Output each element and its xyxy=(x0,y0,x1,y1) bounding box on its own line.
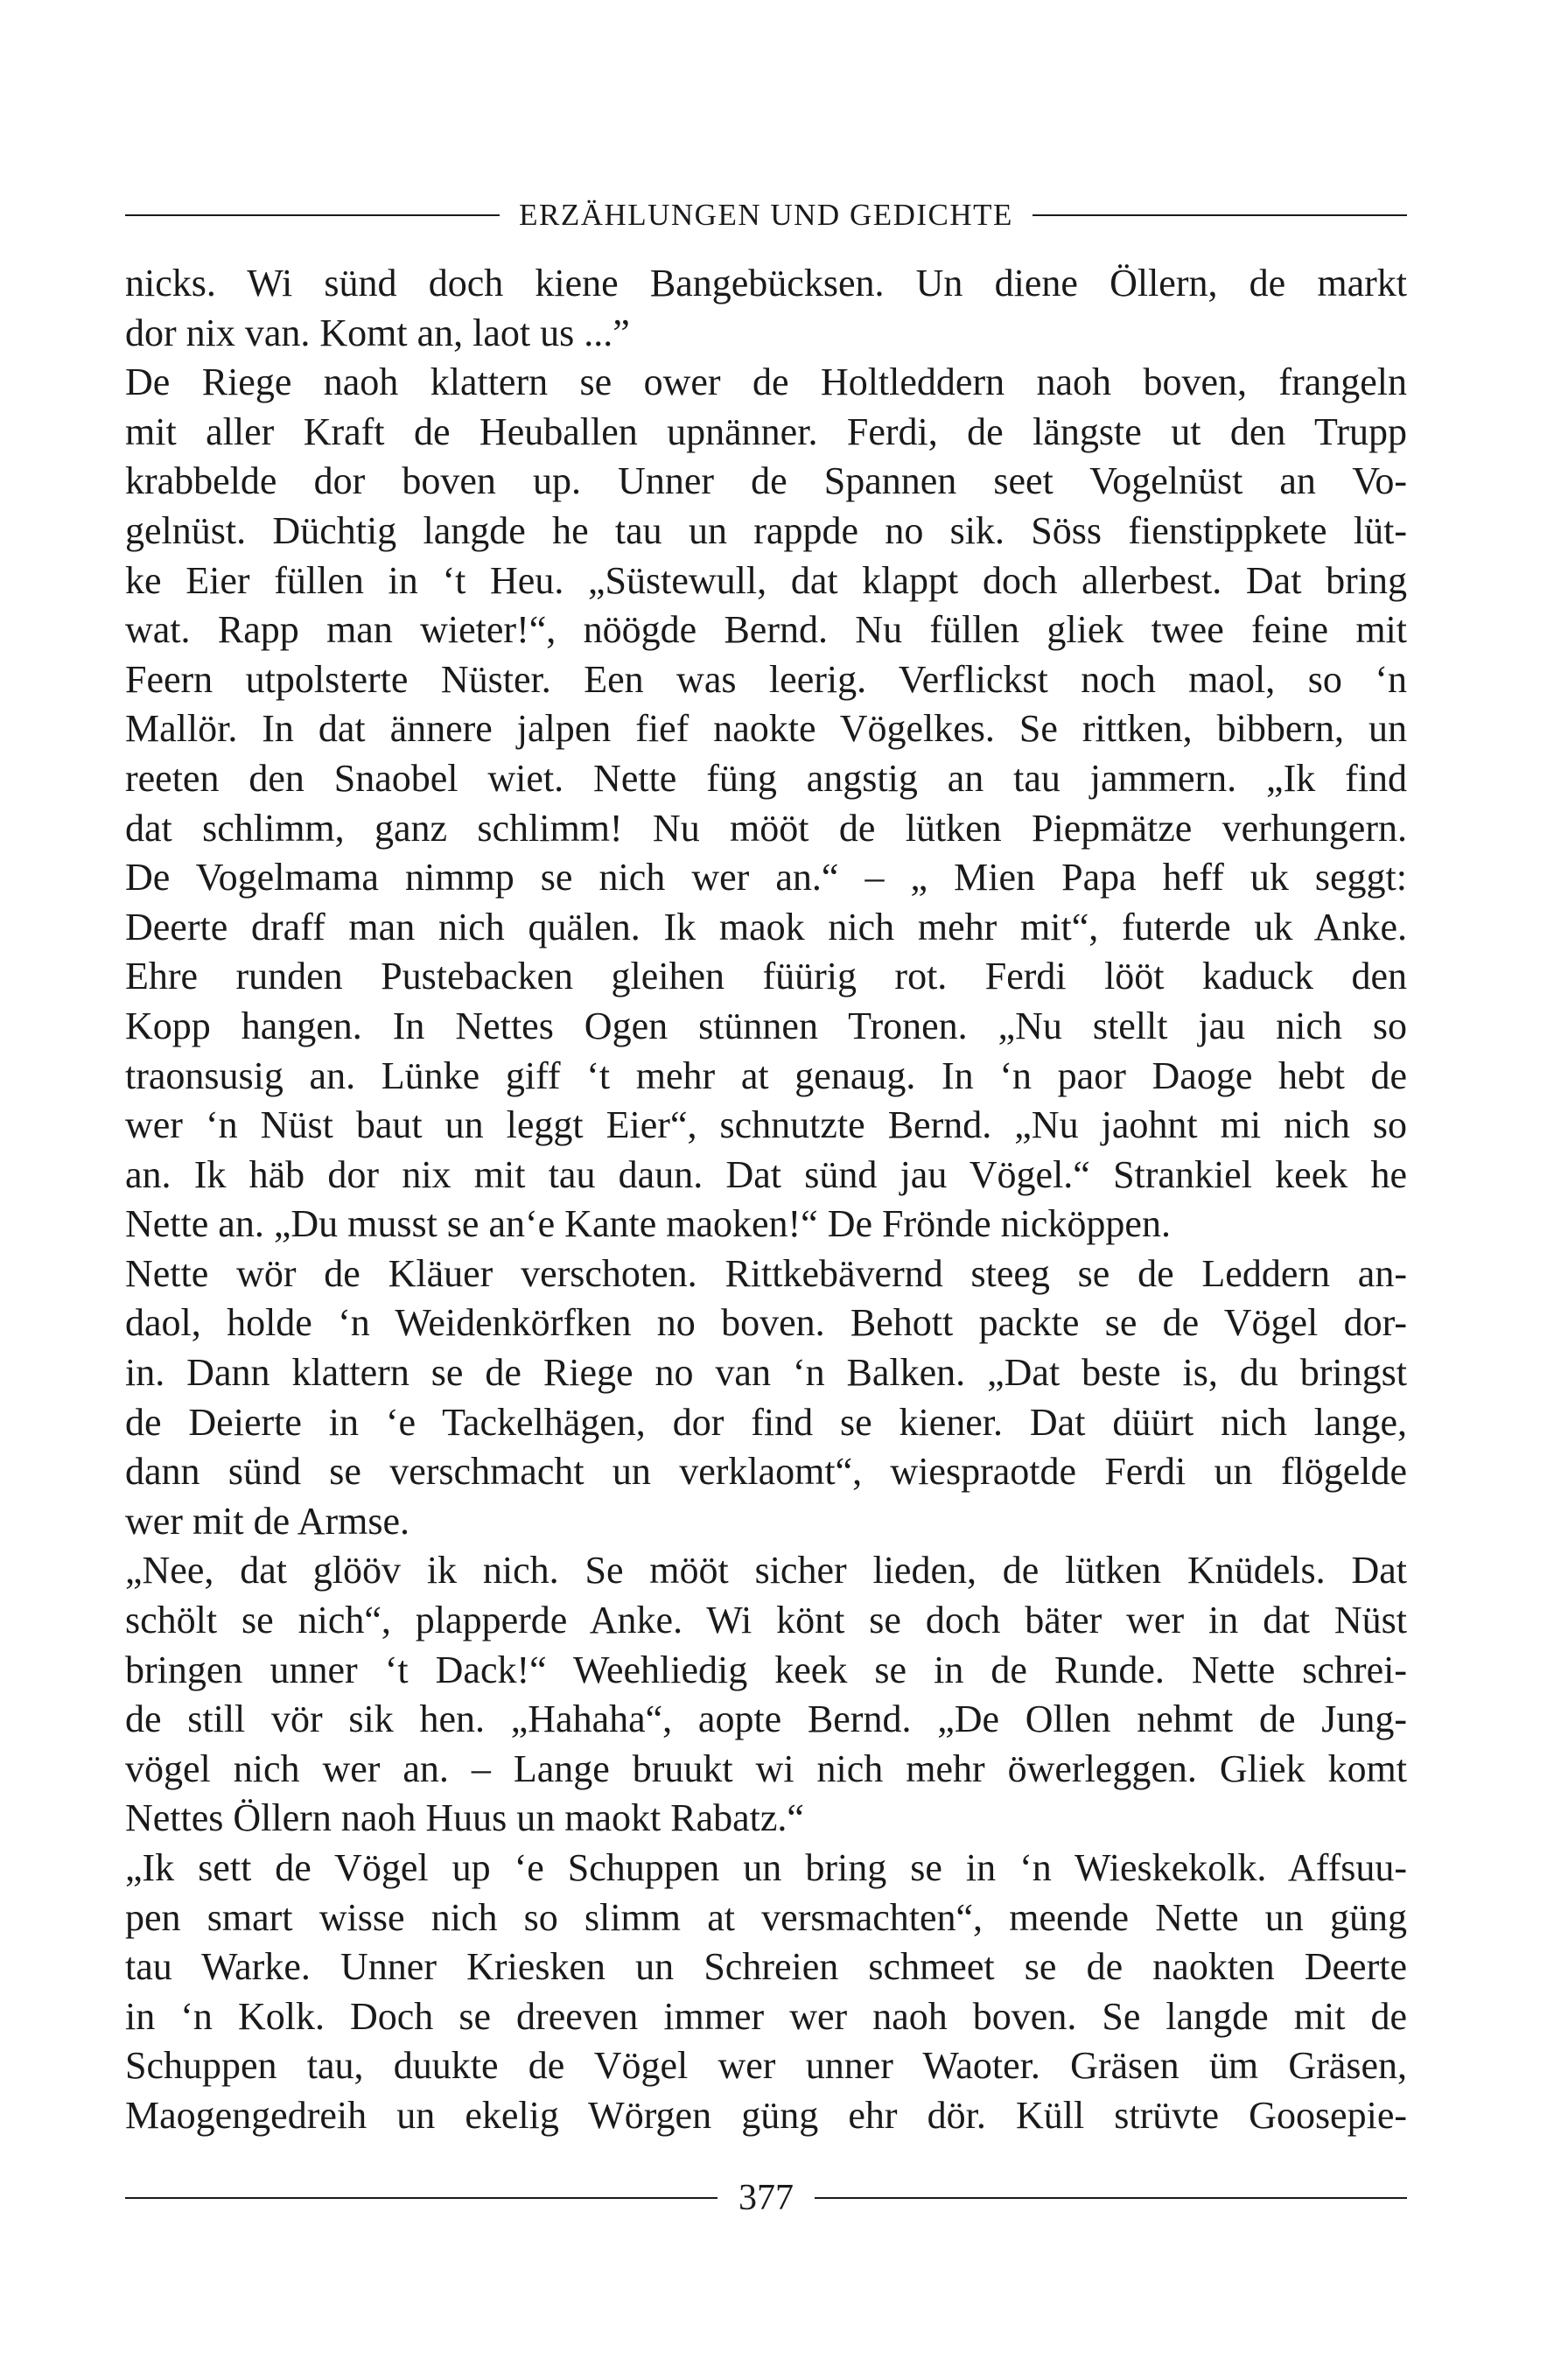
text-line: in. Dann klattern se de Riege no van ‘n Balken. „Dat beste is, du bringst xyxy=(125,1351,1407,1395)
text-line: Schuppen tau, duukte de Vögel wer unner Waoter. Gräsen üm Gräsen, xyxy=(125,2044,1407,2088)
running-header xyxy=(125,189,1407,242)
header-rule-left xyxy=(125,214,500,216)
text-line: dor nix van. Komt an, laot us ...” xyxy=(125,311,630,354)
running-title: ERZÄHLUNGEN UND GEDICHTE xyxy=(519,198,1013,232)
text-line: Deerte draff man nich quälen. Ik maok nich mehr mit“, futerde uk Anke. xyxy=(125,905,1407,948)
text-line: dat schlimm, ganz schlimm! Nu mööt de lütken Piepmätze verhungern. xyxy=(125,806,1407,850)
text-line: „Ik sett de Vögel up ‘e Schuppen un bring se in ‘n Wieskekolk. Affsuu- xyxy=(125,1846,1407,1889)
text-line: Maogengedreih un ekelig Wörgen güng ehr dör. Küll strüvte Goosepie- xyxy=(125,2093,1407,2137)
text-line: Ehre runden Pustebacken gleihen füürig rot. Ferdi lööt kaduck den xyxy=(125,955,1407,998)
text-line: traonsusig an. Lünke giff ‘t mehr at genaug. In ‘n paor Daoge hebt de xyxy=(125,1054,1407,1097)
page-number: 377 xyxy=(738,2178,794,2218)
text-line: mit aller Kraft de Heuballen upnänner. Ferdi, de längste ut den Trupp xyxy=(125,410,1407,453)
footer-rule-right xyxy=(815,2197,1407,2199)
text-line: Mallör. In dat ännere jalpen fief naokte Vögelkes. Se rittken, bibbern, un xyxy=(125,707,1407,751)
text-line: De Vogelmama nimmp se nich wer an.“ – „ Mien Papa heff uk seggt: xyxy=(125,856,1407,900)
text-line: schölt se nich“, plapperde Anke. Wi könt se doch bäter wer in dat Nüst xyxy=(125,1599,1407,1642)
text-line: de still vör sik hen. „Hahaha“, aopte Bernd. „De Ollen nehmt de Jung- xyxy=(125,1698,1407,1741)
text-line: Kopp hangen. In Nettes Ogen stünnen Tronen. „Nu stellt jau nich so xyxy=(125,1004,1407,1047)
text-line: wer ‘n Nüst baut un leggt Eier“, schnutzte Bernd. „Nu jaohnt mi nich so xyxy=(125,1103,1407,1147)
text-line: ke Eier füllen in ‘t Heu. „Süstewull, dat klappt doch allerbest. Dat bring xyxy=(125,558,1407,602)
text-line: wat. Rapp man wieter!“, nöögde Bernd. Nu füllen gliek twee feine mit xyxy=(125,608,1407,652)
body-text xyxy=(125,259,1407,2141)
text-line: wer mit de Armse. xyxy=(125,1499,410,1543)
text-line: bringen unner ‘t Dack!“ Weehliedig keek se in de Runde. Nette schrei- xyxy=(125,1648,1407,1691)
text-line: De Riege naoh klattern se ower de Holtleddern naoh boven, frangeln xyxy=(125,360,1407,404)
footer-rule-left xyxy=(125,2197,718,2199)
text-line: Nette wör de Kläuer verschoten. Rittkebävernd steeg se de Leddern an- xyxy=(125,1251,1407,1295)
text-line: dann sünd se verschmacht un verklaomt“, wiespraotde Ferdi un flögelde xyxy=(125,1450,1407,1494)
text-line: Nette an. „Du musst se an‘e Kante maoken!“ De Frönde nicköppen. xyxy=(125,1202,1171,1246)
text-line: nicks. Wi sünd doch kiene Bangebücksen. Un diene Öllern, de markt xyxy=(125,262,1407,304)
text-line: an. Ik häb dor nix mit tau daun. Dat sünd jau Vögel.“ Strankiel keek he xyxy=(125,1152,1407,1196)
text-line: krabbelde dor boven up. Unner de Spannen seet Vogelnüst an Vo- xyxy=(125,459,1407,503)
text-line: pen smart wisse nich so slimm at versmachten“, meende Nette un güng xyxy=(125,1895,1407,1939)
text-line: vögel nich wer an. – Lange bruukt wi nich mehr öwerleggen. Gliek komt xyxy=(125,1746,1407,1790)
text-line: gelnüst. Düchtig langde he tau un rappde no sik. Söss fienstippkete lüt- xyxy=(125,508,1407,552)
text-line: daol, holde ‘n Weidenkörfken no boven. Behott packte se de Vögel dor- xyxy=(125,1301,1407,1345)
page-footer xyxy=(125,2172,1407,2224)
header-rule-right xyxy=(1032,214,1407,216)
text-line: „Nee, dat glööv ik nich. Se mööt sicher lieden, de lütken Knüdels. Dat xyxy=(125,1549,1407,1592)
text-line: reeten den Snaobel wiet. Nette füng angstig an tau jammern. „Ik find xyxy=(125,756,1407,800)
text-line: Nettes Öllern naoh Huus un maokt Rabatz.“ xyxy=(125,1796,804,1840)
text-line: Feern utpolsterte Nüster. Een was leerig. Verflickst noch maol, so ‘n xyxy=(125,657,1407,701)
text-line: tau Warke. Unner Kriesken un Schreien schmeet se de naokten Deerte xyxy=(125,1945,1407,1989)
text-line: in ‘n Kolk. Doch se dreeven immer wer naoh boven. Se langde mit de xyxy=(125,1994,1407,2038)
text-line: de Deierte in ‘e Tackelhägen, dor find se kiener. Dat düürt nich lange, xyxy=(125,1400,1407,1444)
